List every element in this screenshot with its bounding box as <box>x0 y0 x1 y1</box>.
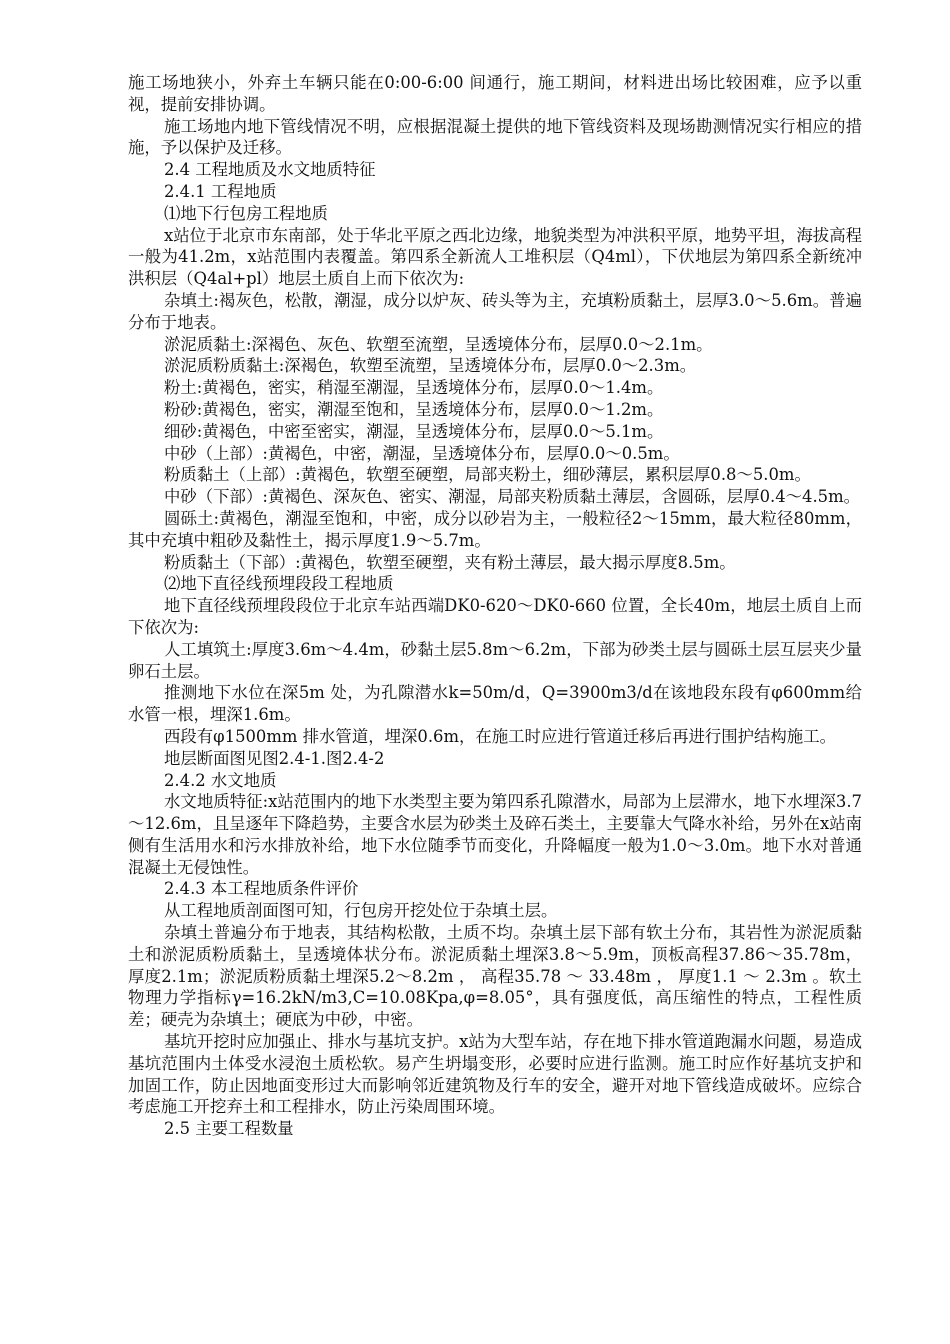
soil-layer-item: 人工填筑土:厚度3.6m～4.4m，砂黏土层5.8m～6.2m，下部为砂类土层与圆砾土层互层夹少量卵石土层。 <box>128 639 862 681</box>
soil-layer-item: 粉质黏土（下部）:黄褐色，软塑至硬塑，夹有粉土薄层，最大揭示厚度8.5m。 <box>164 552 736 572</box>
subsection-heading: 2.4.3 本工程地质条件评价 <box>164 879 359 899</box>
paragraph: 杂填土普遍分布于地表，其结构松散，土质不均。杂填土层下部有软土分布，其岩性为淤泥质黏土和淤泥质粉质黏土，呈透境体状分布。淤泥质黏土埋深3.8～5.9m，顶板高程37.86～35.78m，厚度2.1m；淤泥质粉质黏土埋深5.2～8.2m ， 高程35.78 ～ 33.48m ， 厚度1.1 ～ 2.3m 。软土物理力学指标γ=16.2kN/m3,C=10.08Kpa,φ=8.05°，具有强度低，高压缩性的特点，工程性质差；硬壳为杂填土；硬底为中砂，中密。 <box>128 923 862 1030</box>
soil-layer-item: 粉土:黄褐色，密实，稍湿至潮湿，呈透境体分布，层厚0.0～1.4m。 <box>164 378 664 398</box>
paragraph: 地下直径线预埋段段位于北京车站西端DK0-620～DK0-660 位置，全长40m，地层土质自上而下依次为: <box>128 596 862 637</box>
paragraph: 推测地下水位在深5m 处，为孔隙潜水k=50m/d，Q=3900m3/d在该地段东段有φ600mm给水管一根，埋深1.6m。 <box>128 683 862 725</box>
paragraph: 施工场地狭小，外弃土车辆只能在0:00-6:00 间通行，施工期间，材料进出场比较困难，应予以重视，提前安排协调。 <box>128 73 862 114</box>
soil-layer-item: 中砂（下部）:黄褐色、深灰色、密实、潮湿，局部夹粉质黏土薄层，含圆砾，层厚0.4～4.5m。 <box>164 487 861 507</box>
paragraph: 西段有φ1500mm 排水管道，埋深0.6m，在施工时应进行管道迁移后再进行围护结构施工。 <box>164 726 836 746</box>
section-heading: 2.4 工程地质及水文地质特征 <box>164 160 376 180</box>
document-body <box>128 72 862 1140</box>
paragraph: 水文地质特征:x站范围内的地下水类型主要为第四系孔隙潜水，局部为上层滞水，地下水埋深3.7～12.6m，且呈逐年下降趋势，主要含水层为砂类土及碎石类土，主要靠大气降水补给，另外在x站南侧有生活用水和污水排放补给，地下水位随季节而变化，升降幅度一般为1.0～3.0m。地下水对普通混凝土无侵蚀性。 <box>128 792 862 877</box>
section-heading: 2.5 主要工程数量 <box>164 1119 294 1139</box>
soil-layer-item: 中砂（上部）:黄褐色，中密，潮湿，呈透境体分布，层厚0.0～0.5m。 <box>164 443 680 463</box>
soil-layer-item: 杂填土:褐灰色，松散，潮湿，成分以炉灰、砖头等为主，充填粉质黏土，层厚3.0～5.6m。普遍分布于地表。 <box>128 290 862 332</box>
paragraph: 基坑开挖时应加强止、排水与基坑支护。x站为大型车站，存在地下排水管道跑漏水问题，易造成基坑范围内土体受水浸泡土质松软。易产生坍塌变形，必要时应进行监测。施工时应作好基坑支护和加固工作，防止因地面变形过大而影响邻近建筑物及行车的安全，避开对地下管线造成破坏。应综合考虑施工开挖弃土和工程排水，防止污染周围环境。 <box>128 1032 862 1117</box>
soil-layer-item: 粉质黏土（上部）:黄褐色，软塑至硬塑，局部夹粉土，细砂薄层，累积层厚0.8～5.0m。 <box>164 465 811 485</box>
soil-layer-item: 细砂:黄褐色，中密至密实，潮湿，呈透境体分布，层厚0.0～5.1m。 <box>164 421 664 441</box>
item-heading: ⑴地下行包房工程地质 <box>164 203 328 223</box>
soil-layer-item: 淤泥质粉质黏土:深褐色，软塑至流塑，呈透境体分布，层厚0.0～2.3m。 <box>164 356 697 376</box>
paragraph: 施工场地内地下管线情况不明，应根据混凝土提供的地下管线资料及现场勘测情况实行相应的措施，予以保护及迁移。 <box>128 116 862 158</box>
item-heading: ⑵地下直径线预埋段段工程地质 <box>164 574 394 594</box>
soil-layer-item: 淤泥质黏土:深褐色、灰色、软塑至流塑，呈透境体分布，层厚0.0～2.1m。 <box>164 334 713 354</box>
figure-reference: 地层断面图见图2.4-1.图2.4-2 <box>164 748 385 768</box>
soil-layer-item: 粉砂:黄褐色，密实，潮湿至饱和，呈透境体分布，层厚0.0～1.2m。 <box>164 399 664 419</box>
paragraph: x站位于北京市东南部，处于华北平原之西北边缘，地貌类型为冲洪积平原，地势平坦，海拔高程一般为41.2m，x站范围内表覆盖。第四系全新流人工堆积层（Q4ml），下伏地层为第四系全新统冲洪积层（Q4al+pl）地层土质自上而下依次为: <box>128 225 862 289</box>
subsection-heading: 2.4.1 工程地质 <box>164 181 277 201</box>
subsection-heading: 2.4.2 水文地质 <box>164 770 277 790</box>
paragraph: 从工程地质剖面图可知，行包房开挖处位于杂填土层。 <box>164 901 558 921</box>
soil-layer-item: 圆砾土:黄褐色，潮湿至饱和，中密，成分以砂岩为主，一般粒径2～15mm，最大粒径80mm，其中充填中粗砂及黏性土，揭示厚度1.9～5.7m。 <box>128 508 862 550</box>
